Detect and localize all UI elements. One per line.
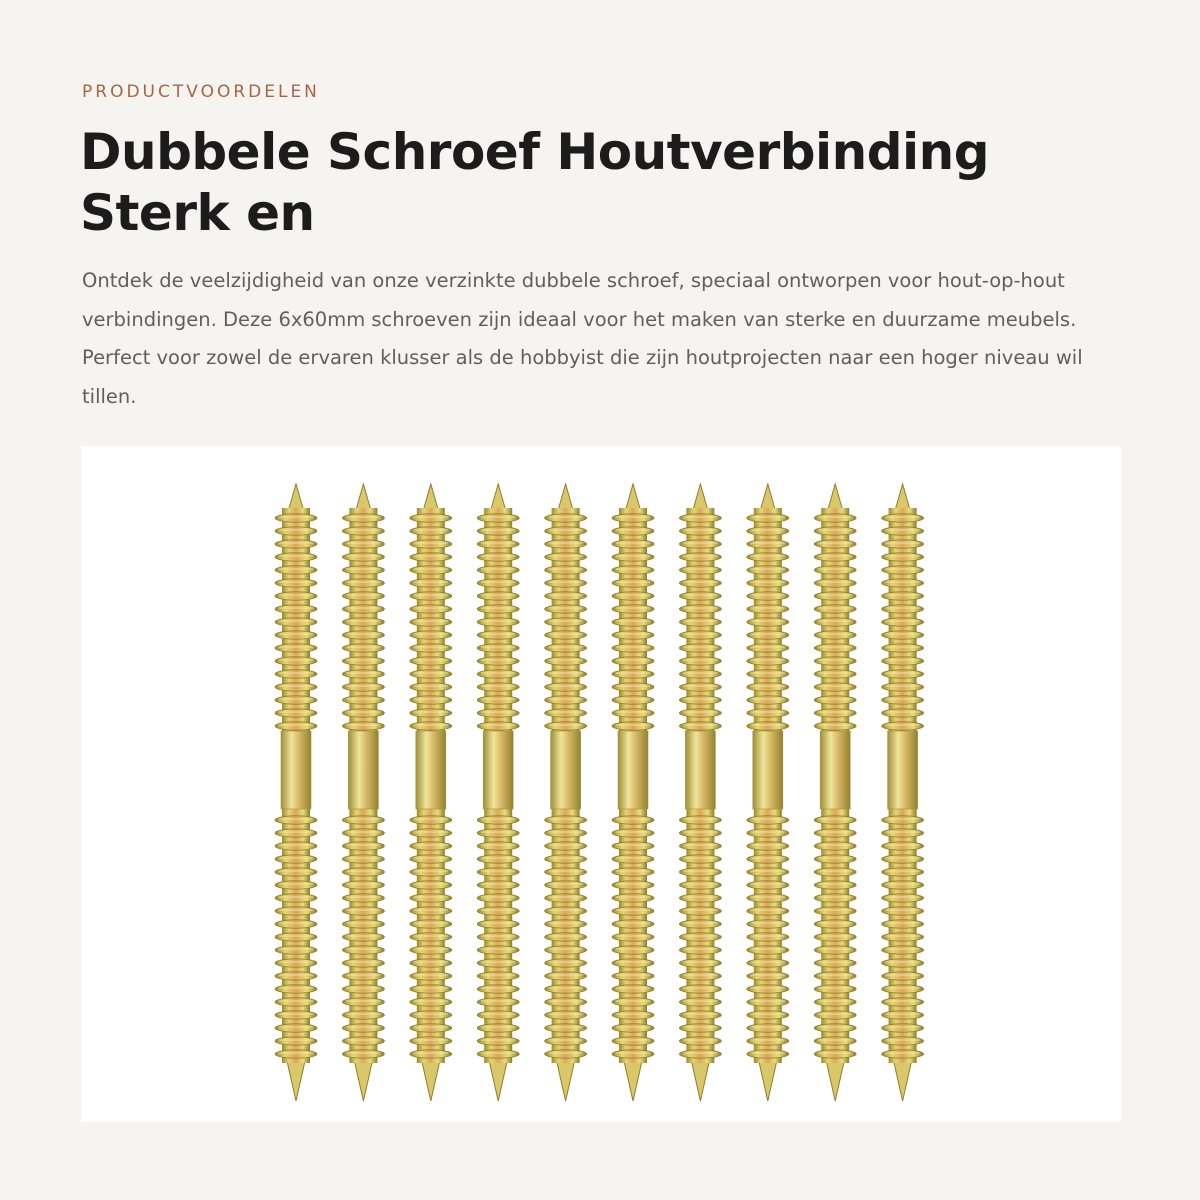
section-description: Ontdek de veelzijdigheid van onze verzinkte dubbele schroef, speciaal ontworpen voor hout-op-hout verbindingen. Deze 6x60mm schroeven zijn ideaal voor het maken van sterke en duurzame meubels. Perfect voor zowel de ervaren klusser als de hobbyist die zijn houtprojecten naar een hoger niveau wil tillen. [82, 269, 1083, 408]
screw [814, 484, 856, 1101]
screw [612, 484, 654, 1101]
screw [477, 484, 519, 1101]
screw [275, 484, 317, 1101]
section-eyebrow: PRODUCTVOORDELEN [82, 82, 320, 102]
product-image [81, 446, 1121, 1122]
screw [679, 484, 721, 1101]
screw [410, 484, 452, 1101]
screw [882, 484, 924, 1101]
screws-illustration [81, 446, 1121, 1122]
screw [747, 484, 789, 1101]
screw [545, 484, 587, 1101]
section-title: Dubbele Schroef Houtverbinding Sterk en [80, 123, 990, 242]
screw [342, 484, 384, 1101]
